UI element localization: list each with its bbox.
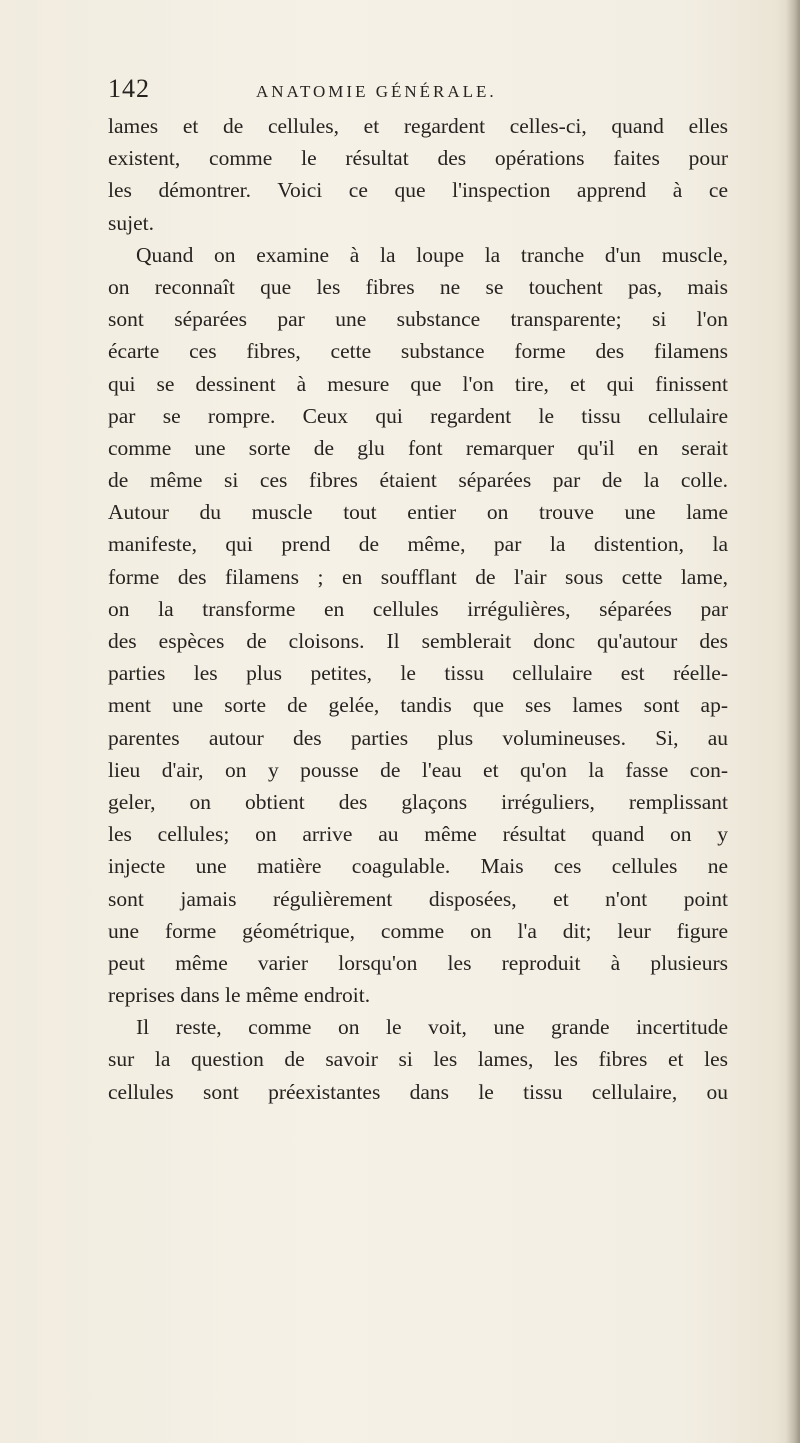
text-line: existent, comme le résultat des opérations faites pour — [108, 146, 728, 171]
text-line: lieu d'air, on y pousse de l'eau et qu'on la fasse con- — [108, 757, 728, 782]
page-number: 142 — [108, 74, 150, 103]
text-line: on la transforme en cellules irrégulières, séparées par — [108, 596, 728, 621]
text-line: des espèces de cloisons. Il semblerait donc qu'autour des — [108, 629, 728, 653]
running-title: ANATOMIE GÉNÉRALE. — [256, 82, 497, 101]
page-header — [108, 74, 728, 114]
text-line: cellules sont préexistantes dans le tissu cellulaire, ou — [108, 1079, 728, 1104]
text-line: ment une sorte de gelée, tandis que ses lames sont ap- — [108, 693, 728, 718]
text-line: peut même varier lorsqu'on les reproduit à plusieurs — [108, 950, 728, 975]
text-line: injecte une matière coagulable. Mais ces cellules ne — [108, 854, 728, 879]
page-edge-shadow — [786, 0, 800, 1443]
text-line: parties les plus petites, le tissu cellulaire est réelle- — [108, 661, 728, 686]
text-line: de même si ces fibres étaient séparées par de la colle. — [108, 468, 728, 493]
text-line: sont séparées par une substance transparente; si l'on — [108, 307, 728, 332]
text-line: qui se dessinent à mesure que l'on tire, et qui finissent — [108, 371, 728, 396]
text-line: par se rompre. Ceux qui regardent le tissu cellulaire — [108, 403, 728, 428]
text-line: reprises dans le même endroit. — [108, 983, 371, 1008]
text-line: on reconnaît que les fibres ne se touchent pas, mais — [108, 274, 728, 299]
text-line: lames et de cellules, et regardent celles-ci, quand elles — [108, 114, 728, 138]
text-line: comme une sorte de glu font remarquer qu'il en serait — [108, 435, 728, 460]
text-line: sur la question de savoir si les lames, les fibres et les — [108, 1047, 728, 1072]
body-text — [108, 110, 728, 1108]
text-line: écarte ces fibres, cette substance forme des filamens — [108, 339, 728, 364]
text-line: manifeste, qui prend de même, par la distention, la — [108, 532, 728, 557]
paragraph-start-line: Il reste, comme on le voit, une grande incertitude — [136, 1015, 728, 1040]
text-line: sont jamais régulièrement disposées, et n'ont point — [108, 886, 728, 911]
paragraph-start-line: Quand on examine à la loupe la tranche d'un muscle, — [136, 242, 728, 267]
text-line: Autour du muscle tout entier on trouve une lame — [108, 500, 728, 525]
text-line: une forme géométrique, comme on l'a dit; leur figure — [108, 918, 728, 943]
text-line: sujet. — [108, 210, 154, 235]
text-line: forme des filamens ; en soufflant de l'air sous cette lame, — [108, 564, 728, 589]
text-line: parentes autour des parties plus volumineuses. Si, au — [108, 725, 728, 750]
text-line: les cellules; on arrive au même résultat quand on y — [108, 822, 728, 847]
text-line: geler, on obtient des glaçons irréguliers, remplissant — [108, 789, 728, 814]
text-line: les démontrer. Voici ce que l'inspection apprend à ce — [108, 178, 728, 203]
